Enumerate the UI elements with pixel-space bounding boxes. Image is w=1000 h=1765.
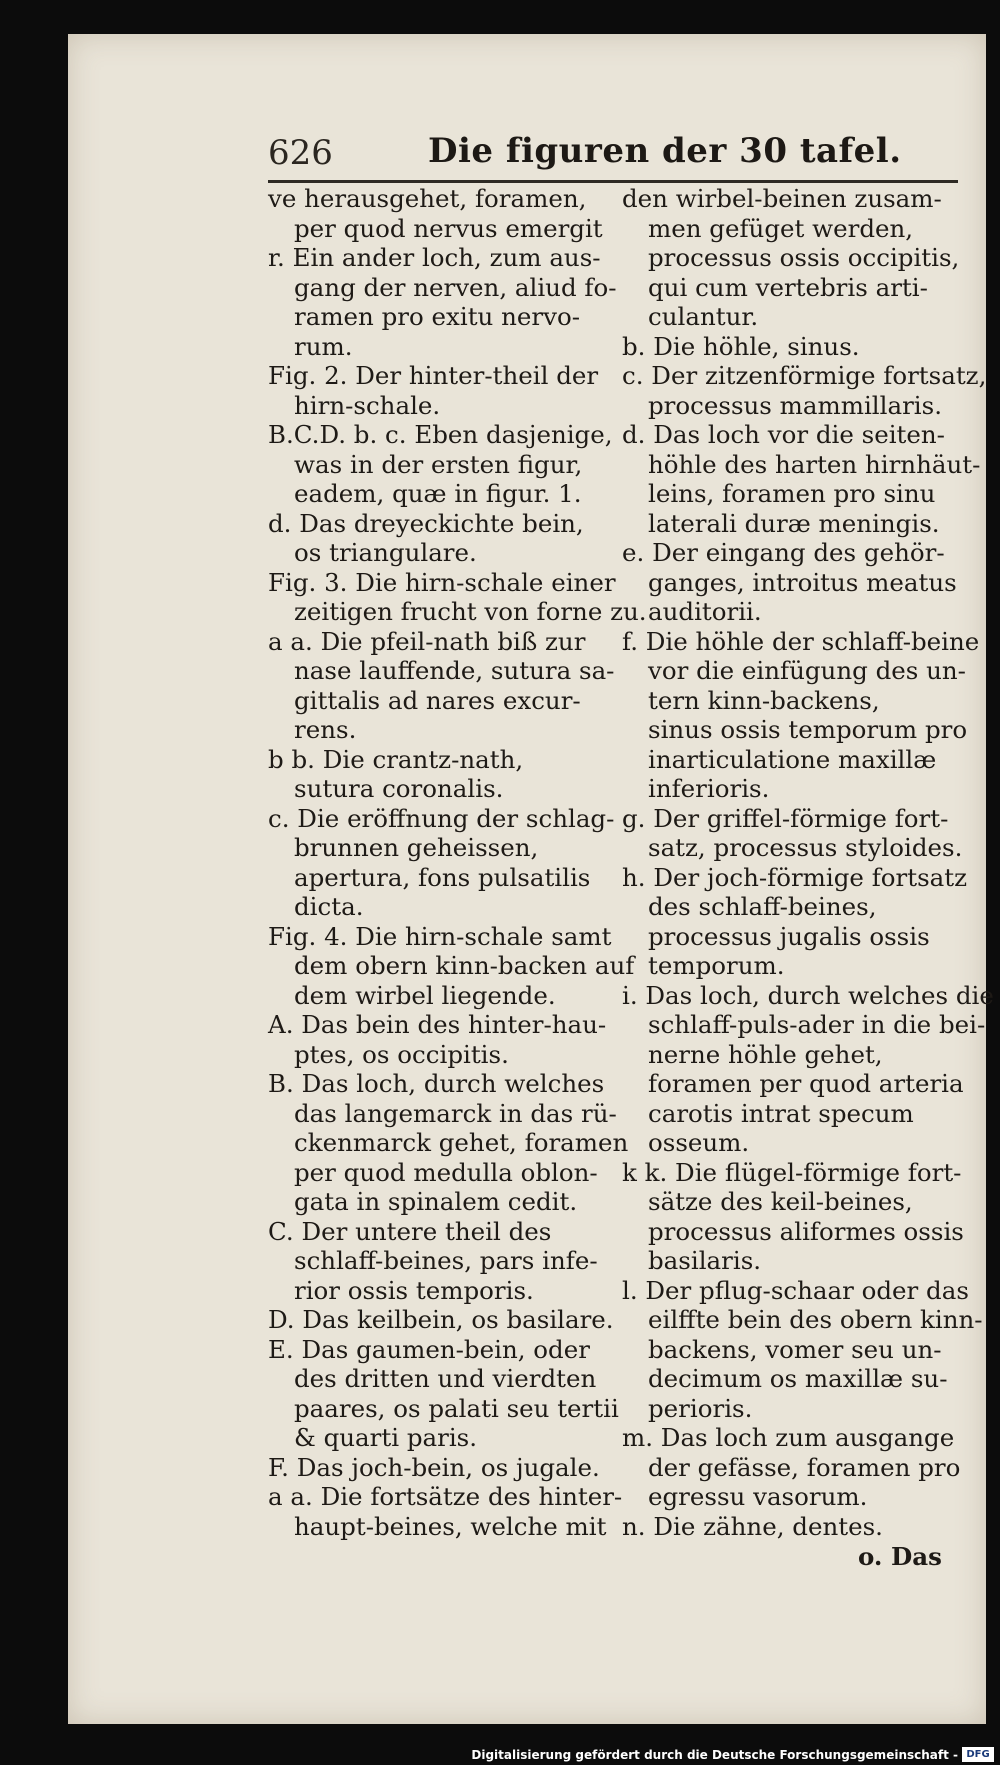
text-line: men gefüget werden, bbox=[648, 213, 914, 243]
text-line: d. Das dreyeckichte bein, bbox=[268, 508, 584, 538]
header-rule bbox=[268, 180, 958, 183]
text-line: zeitigen frucht von forne zu. bbox=[294, 597, 647, 626]
text-line: auditorii. bbox=[648, 597, 762, 626]
text-line: dem wirbel liegende. bbox=[294, 980, 556, 1010]
entry-block bbox=[622, 803, 963, 863]
entry-block bbox=[268, 509, 598, 568]
entry-block bbox=[268, 1305, 614, 1335]
text-line: dem obern kinn-backen auf bbox=[294, 951, 635, 980]
text-line: E. Das gaumen-bein, oder bbox=[268, 1334, 590, 1364]
text-line: h. Der joch-förmige fortsatz bbox=[622, 862, 967, 892]
entry-block bbox=[268, 626, 615, 745]
text-line: gata in spinalem cedit. bbox=[294, 1187, 578, 1216]
text-line: perioris. bbox=[648, 1393, 753, 1423]
text-line: per quod medulla oblon- bbox=[294, 1157, 598, 1187]
entry-block bbox=[622, 184, 960, 332]
text-line: basilaris. bbox=[648, 1246, 762, 1275]
text-line: brunnen geheissen, bbox=[294, 833, 539, 862]
running-title: Die figuren der 30 tafel. bbox=[428, 131, 902, 171]
text-line: processus jugalis ossis bbox=[648, 921, 930, 951]
text-line: per quod nervus emergit bbox=[294, 213, 603, 243]
text-line: n. Die zähne, dentes. bbox=[622, 1511, 883, 1541]
text-line: hirn-schale. bbox=[294, 390, 441, 420]
entry-block bbox=[622, 1512, 960, 1542]
text-line: nerne höhle gehet, bbox=[648, 1039, 883, 1069]
entry-block bbox=[622, 1423, 960, 1512]
entry-block bbox=[268, 361, 598, 420]
text-line: paares, os palati seu tertii bbox=[294, 1393, 619, 1423]
text-line: f. Die höhle der schlaff-beine bbox=[622, 626, 980, 656]
text-line: Fig. 4. Die hirn-schale samt bbox=[268, 921, 612, 951]
text-line: egressu vasorum. bbox=[648, 1482, 868, 1511]
text-line: foramen per quod arteria bbox=[648, 1069, 964, 1098]
entry-block bbox=[268, 1453, 598, 1483]
text-line: a a. Die pfeil-nath biß zur bbox=[268, 626, 586, 656]
text-line: schlaff-puls-ader in die bei- bbox=[648, 1010, 986, 1039]
text-line: d. Das loch vor die seiten- bbox=[622, 420, 945, 449]
entry-block bbox=[268, 1010, 607, 1069]
entry-block bbox=[268, 567, 647, 627]
left-column bbox=[268, 184, 647, 1541]
text-line: höhle des harten hirnhäut- bbox=[648, 449, 981, 479]
text-line: culantur. bbox=[648, 302, 759, 331]
entry-block bbox=[622, 420, 981, 538]
text-line: B.C.D. b. c. Eben dasjenige, bbox=[268, 420, 613, 449]
text-line: sätze des keil-beines, bbox=[648, 1187, 913, 1216]
text-line: k k. Die flügel-förmige fort- bbox=[622, 1157, 962, 1187]
text-line: b. Die höhle, sinus. bbox=[622, 331, 860, 361]
entry-block bbox=[268, 1334, 619, 1453]
text-line: processus mammillaris. bbox=[648, 390, 942, 420]
text-line: g. Der griffel-förmige fort- bbox=[622, 803, 949, 833]
entry-block bbox=[268, 745, 598, 804]
entry-block bbox=[268, 184, 603, 243]
page-number: 626 bbox=[268, 133, 333, 173]
text-line: des schlaff-beines, bbox=[648, 892, 877, 921]
text-line: B. Das loch, durch welches bbox=[268, 1069, 605, 1098]
text-line: c. Der zitzenförmige fortsatz, bbox=[622, 361, 987, 390]
text-line: processus aliformes ossis bbox=[648, 1216, 964, 1246]
text-line: gang der nerven, aliud fo- bbox=[294, 272, 617, 302]
text-line: & quarti paris. bbox=[294, 1423, 478, 1452]
text-line: Fig. 2. Der hinter-theil der bbox=[268, 361, 599, 390]
text-line: apertura, fons pulsatilis bbox=[294, 862, 591, 892]
text-line: D. Das keilbein, os basilare. bbox=[268, 1305, 614, 1334]
footer-bar bbox=[0, 1746, 1000, 1765]
text-line: r. Ein ander loch, zum aus- bbox=[268, 243, 601, 272]
footer-credit: Digitalisierung gefördert durch die Deutsche Forschungsgemeinschaft - bbox=[471, 1748, 958, 1762]
text-line: ptes, os occipitis. bbox=[294, 1039, 509, 1069]
text-line: gittalis ad nares excur- bbox=[294, 685, 581, 715]
text-line: ganges, introitus meatus bbox=[648, 567, 957, 597]
text-line: haupt-beines, welche mit bbox=[294, 1511, 607, 1541]
entry-block bbox=[268, 243, 617, 361]
entry-block bbox=[268, 803, 615, 922]
text-line: F. Das joch-bein, os jugale. bbox=[268, 1452, 600, 1482]
text-line: qui cum vertebris arti- bbox=[648, 272, 928, 302]
entry-block bbox=[622, 626, 980, 804]
text-line: tern kinn-backens, bbox=[648, 685, 880, 715]
text-line: inferioris. bbox=[648, 774, 770, 803]
text-line: ckenmarck gehet, foramen bbox=[294, 1128, 629, 1157]
text-line: temporum. bbox=[648, 951, 785, 980]
text-line: laterali duræ meningis. bbox=[648, 508, 940, 538]
text-line: e. Der eingang des gehör- bbox=[622, 538, 945, 567]
text-line: satz, processus styloides. bbox=[648, 833, 963, 862]
text-line: den wirbel-beinen zusam- bbox=[622, 184, 942, 213]
text-line: C. Der untere theil des bbox=[268, 1216, 552, 1246]
entry-block bbox=[622, 361, 987, 420]
text-line: eilffte bein des obern kinn- bbox=[648, 1305, 983, 1334]
text-line: ve herausgehet, foramen, bbox=[268, 184, 587, 213]
text-line: des dritten und vierdten bbox=[294, 1364, 597, 1393]
text-line: was in der ersten figur, bbox=[294, 449, 583, 479]
entry-block bbox=[622, 1157, 964, 1276]
text-line: schlaff-beines, pars infe- bbox=[294, 1246, 598, 1275]
text-line: decimum os maxillæ su- bbox=[648, 1364, 948, 1393]
page-header bbox=[268, 133, 958, 177]
entry-block bbox=[268, 1482, 623, 1541]
entry-block bbox=[268, 420, 613, 509]
entry-block bbox=[622, 538, 960, 627]
text-line: os triangulare. bbox=[294, 538, 477, 567]
text-line: A. Das bein des hinter-hau- bbox=[268, 1010, 607, 1039]
text-line: osseum. bbox=[648, 1128, 750, 1157]
text-line: Fig. 3. Die hirn-schale einer bbox=[268, 567, 616, 597]
text-line: l. Der pflug-schaar oder das bbox=[622, 1275, 969, 1305]
entry-block bbox=[622, 1275, 983, 1424]
text-line: rens. bbox=[294, 715, 357, 744]
text-line: i. Das loch, durch welches die bbox=[622, 980, 994, 1010]
text-line: dicta. bbox=[294, 892, 364, 921]
text-line: a a. Die fortsätze des hinter- bbox=[268, 1482, 623, 1511]
right-column bbox=[622, 184, 994, 1541]
text-line: rum. bbox=[294, 331, 353, 361]
text-line: eadem, quæ in figur. 1. bbox=[294, 479, 582, 508]
entry-block bbox=[268, 1217, 598, 1306]
text-line: backens, vomer seu un- bbox=[648, 1334, 942, 1364]
text-line: nase lauffende, sutura sa- bbox=[294, 656, 615, 685]
catchword: o. Das bbox=[858, 1542, 942, 1571]
text-line: sinus ossis temporum pro bbox=[648, 715, 968, 744]
text-line: der gefässe, foramen pro bbox=[648, 1452, 961, 1482]
entry-block bbox=[622, 980, 994, 1158]
text-line: ramen pro exitu nervo- bbox=[294, 302, 580, 331]
dfg-logo: DFG bbox=[962, 1747, 994, 1762]
entry-block bbox=[268, 1069, 629, 1217]
text-line: leins, foramen pro sinu bbox=[648, 479, 936, 508]
text-line: rior ossis temporis. bbox=[294, 1275, 534, 1305]
text-line: c. Die eröffnung der schlag- bbox=[268, 803, 615, 833]
text-line: processus ossis occipitis, bbox=[648, 243, 960, 272]
text-line: inarticulatione maxillæ bbox=[648, 744, 937, 774]
text-line: carotis intrat specum bbox=[648, 1098, 914, 1128]
text-line: b b. Die crantz-nath, bbox=[268, 744, 524, 774]
entry-block bbox=[622, 862, 967, 981]
entry-block bbox=[268, 921, 635, 1011]
text-line: m. Das loch zum ausgange bbox=[622, 1423, 955, 1452]
text-line: das langemarck in das rü- bbox=[294, 1098, 617, 1128]
entry-block bbox=[622, 332, 960, 362]
text-line: sutura coronalis. bbox=[294, 774, 504, 803]
text-line: vor die einfügung des un- bbox=[648, 656, 966, 685]
